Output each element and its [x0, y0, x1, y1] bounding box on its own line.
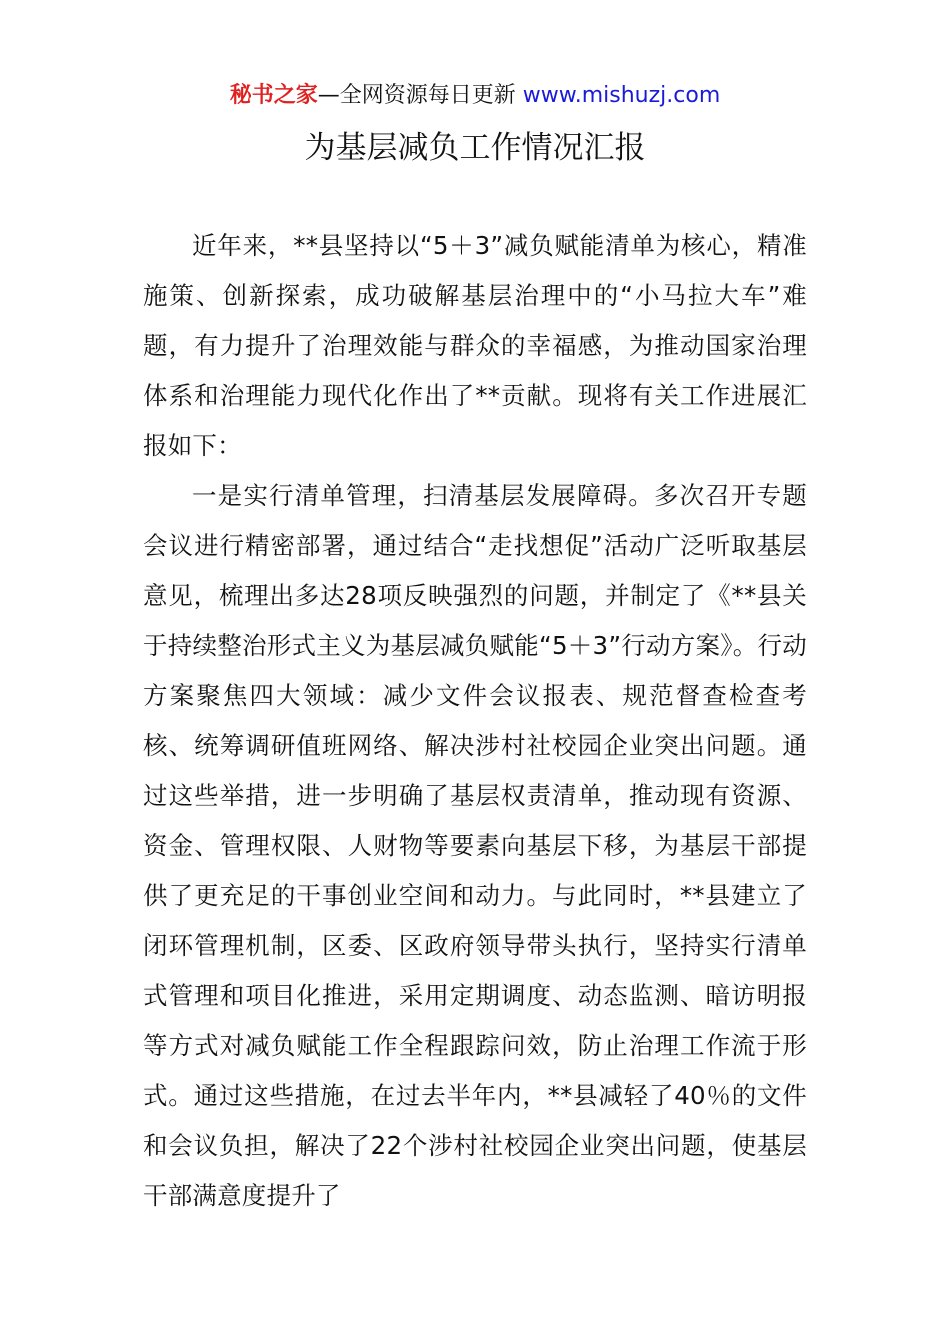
site-tagline: —全网资源每日更新	[317, 83, 523, 108]
site-header	[0, 80, 950, 112]
site-brand: 秘书之家	[229, 83, 318, 108]
paragraph-intro: 近年来，**县坚持以“5＋3”减负赋能清单为核心，精准施策、创新探索，成功破解基层治理中的“小马拉大车”难题，有力提升了治理效能与群众的幸福感，为推动国家治理体系和治理能力现代化作出了**贡献。现将有关工作进展汇报如下：	[143, 231, 807, 460]
document-title: 为基层减负工作情况汇报	[304, 130, 646, 166]
paragraph-section-one: 一是实行清单管理，扫清基层发展障碍。多次召开专题会议进行精密部署，通过结合“走找想促”活动广泛听取基层意见，梳理出多达28项反映强烈的问题，并制定了《**县关于持续整治形式主义为基层减负赋能“5＋3”行动方案》。行动方案聚焦四大领域：减少文件会议报表、规范督查检查考核、统筹调研值班网络、解决涉村社校园企业突出问题。通过这些举措，进一步明确了基层权责清单，推动现有资源、资金、管理权限、人财物等要素向基层下移，为基层干部提供了更充足的干事创业空间和动力。与此同时，**县建立了闭环管理机制，区委、区政府领导带头执行，坚持实行清单式管理和项目化推进，采用定期调度、动态监测、暗访明报等方式对减负赋能工作全程跟踪问效，防止治理工作流于形式。通过这些措施，在过去半年内，**县减轻了40％的文件和会议负担，解决了22个涉村社校园企业突出问题，使基层干部满意度提升了	[143, 481, 807, 1210]
document-body	[143, 221, 807, 1221]
site-url-link[interactable]: www.mishuzj.com	[522, 83, 721, 108]
